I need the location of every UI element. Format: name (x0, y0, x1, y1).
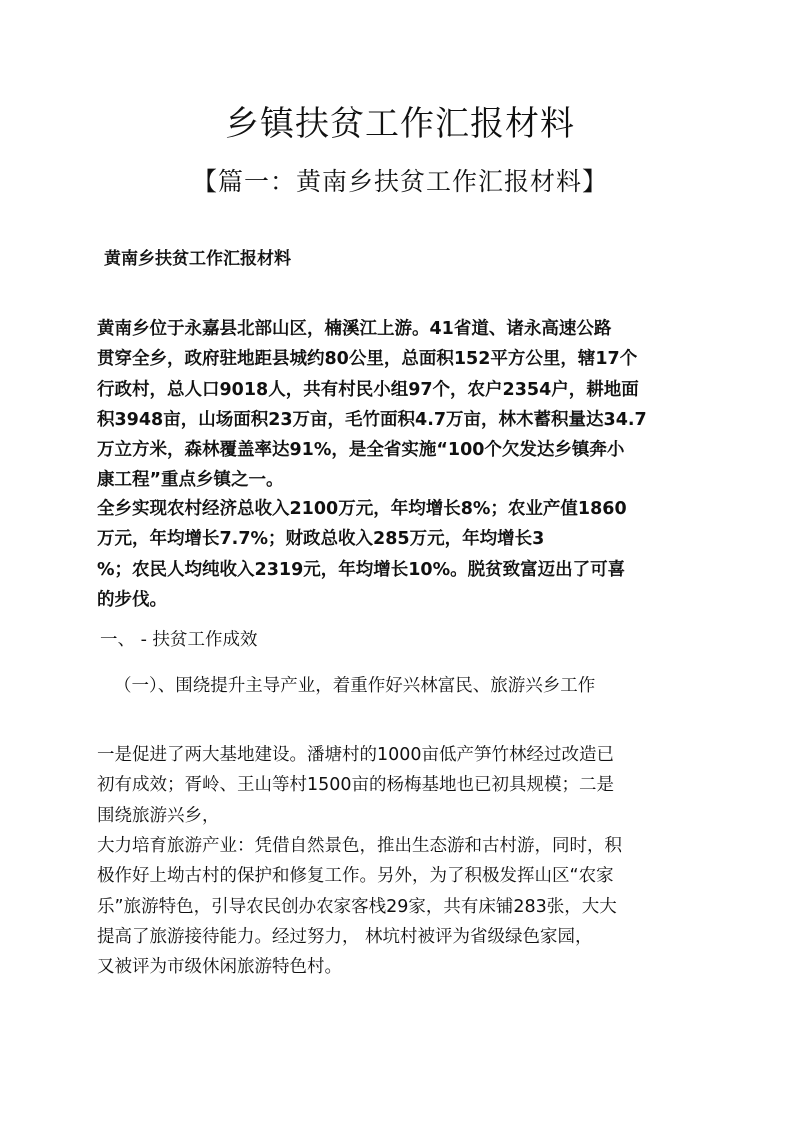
text-line: 提高了旅游接待能力。经过努力， 林坑村被评为省级绿色家园， (97, 926, 593, 947)
paragraph-tourism (97, 831, 709, 982)
text-line: 又被评为市级休闲旅游特色村。 (97, 957, 342, 978)
text-line: 初有成效；胥岭、王山等村1500亩的杨梅基地也已初具规模；二是 (97, 775, 615, 796)
document-subtitle: 【篇一：黄南乡扶贫工作汇报材料】 (191, 167, 608, 196)
text-line: 全乡实现农村经济总收入2100万元，年均增长8%；农业产值1860 (97, 499, 627, 519)
text-line: 极作好上坳古村的保护和修复工作。另外，为了积极发挥山区“农家 (97, 866, 614, 887)
text-line: 围绕旅游兴乡， (97, 805, 220, 826)
paragraph-bases (97, 740, 709, 831)
text-line: %；农民人均纯收入2319元，年均增长10%。脱贫致富迈出了可喜 (97, 559, 626, 580)
paragraph-economy (97, 494, 709, 615)
text-line: 贯穿全乡，政府驻地距县城约80公里，总面积152平方公里，辖17个 (97, 349, 638, 370)
text-line: 的步伐。 (97, 589, 167, 610)
text-line: 黄南乡位于永嘉县北部山区，楠溪江上游。41省道、诸永高速公路 (97, 319, 612, 339)
paragraph-overview (97, 314, 709, 496)
section-heading: 黄南乡扶贫工作汇报材料 (104, 249, 291, 269)
text-line: 康工程”重点乡镇之一。 (97, 470, 284, 491)
text-line: 积3948亩，山场面积23万亩，毛竹面积4.7万亩，林木蓄积量达34.7 (97, 409, 647, 430)
text-line: 大力培育旅游产业：凭借自然景色，推出生态游和古村游，同时，积 (97, 836, 622, 856)
section-title-1-1: （一）、围绕提升主导产业，着重作好兴林富民、旅游兴乡工作 (114, 676, 596, 696)
text-line: 乐”旅游特色，引导农民创办农家客栈29家，共有床铺283张，大大 (97, 896, 617, 917)
document-title: 乡镇扶贫工作汇报材料 (225, 104, 575, 144)
text-line: 万立方米，森林覆盖率达91%，是全省实施“100个欠发达乡镇奔小 (97, 440, 625, 461)
text-line: 行政村，总人口9018人，共有村民小组97个，农户2354户，耕地面 (97, 379, 639, 400)
section-title-1: 一、 - 扶贫工作成效 (100, 630, 258, 650)
text-line: 一是促进了两大基地建设。潘塘村的1000亩低产笋竹林经过改造已 (97, 745, 615, 765)
text-line: 万元，年均增长7.7%；财政总收入285万元，年均增长3 (97, 529, 545, 550)
